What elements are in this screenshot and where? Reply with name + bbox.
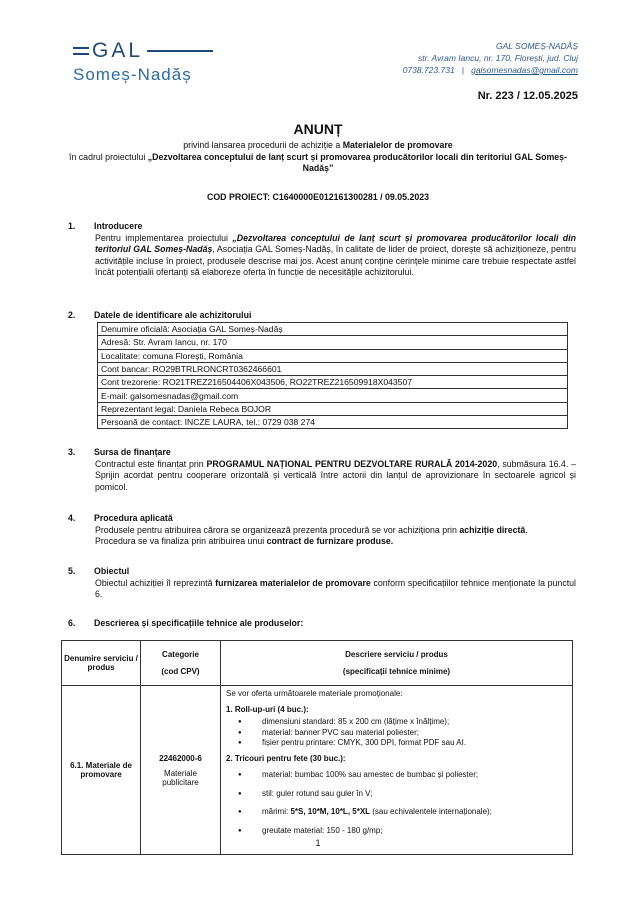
logo-line [147, 50, 213, 52]
header-category: Categorie (cod CPV) [141, 641, 221, 686]
product-description: Se vor oferta următoarele materiale promoționale: 1. Roll-up-uri (4 buc.): ● dimensiuni standard: 85 x 200 cm (lățime x înălțime); ● material: banner PVC sau material poliester; ● fișier pentru printare: CMYK, 300 DPI, format PDF sau AI. 2. Tricouri pentru fete (30 buc.): ● material: bumbac 100% sau amestec de bumbac și poliester; ● stil: guler rotund sau guler în V; ● mărimi: 5*S, 10*M, 10*L, 5*XL (sau echivalentele internaționale); ● greutate material: 150 - 180 g/mp; [221, 686, 573, 855]
section-title: Introducere [94, 221, 143, 231]
org-email-link[interactable]: galsomesnadas@gmail.com [471, 65, 578, 75]
subtitle-bold: Materialelor de promovare [342, 140, 453, 150]
section-body: Contractul este finanțat prin PROGRAMUL NAȚIONAL PENTRU DEZVOLTARE RURALĂ 2014-2020, submăsura 16.4. – Sprijin acordat pentru cooperare orizontală și verticală între actorii din lanțul de aprovizionare în sectoarele agricol și pomicol. [95, 458, 576, 492]
logo-subtitle: Someș-Nadăș [73, 65, 192, 84]
contact-separator: | [461, 65, 464, 75]
section-procedure [68, 513, 576, 548]
project-name: „Dezvoltarea conceptului de lanț scurt și promovarea producătorilor locali din teritoriul GAL Someș-Nadăș” [147, 151, 567, 173]
section-number: 6. [68, 618, 76, 628]
section-introduction [68, 221, 576, 279]
gal-logo [73, 40, 233, 88]
section-buyer-data [68, 310, 576, 322]
subtitle-text: privind lansarea procedurii de achiziție a [183, 140, 343, 150]
announcement-subtitle [60, 140, 576, 175]
section-number: 2. [68, 310, 76, 320]
section-number: 1. [68, 221, 76, 231]
header-description: Descriere serviciu / produs (specificații tehnice minime) [221, 641, 573, 686]
list-item: ● material: banner PVC sau material poliester; [226, 728, 567, 739]
cpv-code: 22462000-6 [159, 753, 202, 763]
section-number: 5. [68, 566, 76, 576]
org-phone: 0738.723.731 [402, 65, 455, 75]
rollup-spec-list [226, 717, 567, 749]
document-number: Nr. 223 / 12.05.2025 [477, 90, 578, 102]
logo-text: GAL [92, 39, 144, 62]
subtitle-text: în cadrul proiectului [69, 151, 148, 162]
buyer-data-table [97, 322, 568, 429]
section-number: 4. [68, 513, 76, 523]
section-title: Obiectul [94, 566, 130, 576]
section-body: Obiectul achiziției îl reprezintă furnizarea materialelor de promovare conform specificațiilor tehnice menționate la punctul 6. [95, 577, 577, 599]
page-number: 1 [315, 838, 321, 848]
section-body: Pentru implementarea proiectului „Dezvoltarea conceptului de lanț scurt și promovarea producătorilor locali din teritoriul GAL Someș-Nadăș, Asociația GAL Someș-Nadăș, în calitate de lider de proiect, dorește să achiziționeze, pentru activitățile incluse în proiect, produsele descrise mai jos. Acest anunț conține cerințele minime care trebuie respectate astfel încât potențialii ofertanți să elaboreze oferta în funcție de necesitățile achizitorului. [95, 232, 576, 277]
header-product-name: Denumire serviciu / produs [62, 641, 141, 686]
table-header-row [62, 641, 573, 686]
table-row: E-mail: galsomesnadas@gmail.com [98, 389, 568, 402]
product-category [141, 686, 221, 855]
product-name: 6.1. Materiale de promovare [62, 686, 141, 855]
logo-bars-icon [73, 45, 89, 57]
list-item: ● fișier pentru printare: CMYK, 300 DPI, format PDF sau AI. [226, 738, 567, 749]
section-body: Produsele pentru atribuirea cărora se organizează prezenta procedură se vor achiziționa prin achiziție directă. Procedura se va finaliza prin atribuirea unui contract de furnizare produse. [95, 524, 528, 546]
list-item: ● greutate material: 150 - 180 g/mp; [226, 826, 567, 837]
section-specifications [68, 618, 576, 630]
product-table [61, 640, 573, 855]
category-name: Materiale publicitare [162, 768, 199, 787]
table-row: Localitate: comuna Florești, România [98, 349, 568, 362]
section-title: Procedura aplicată [94, 513, 173, 523]
section-funding [68, 447, 576, 493]
project-code: COD PROIECT: C1640000E012161300281 / 09.05.2023 [206, 192, 430, 202]
org-name: GAL SOMEȘ-NADĂȘ [495, 41, 578, 51]
table-row: Persoană de contact: INCZE LAURA, tel.: 0729 038 274 [98, 416, 568, 429]
list-item: ● material: bumbac 100% sau amestec de bumbac și poliester; [226, 770, 567, 781]
announcement-title: ANUNȚ [293, 121, 343, 137]
section-title: Datele de identificare ale achizitorului [94, 310, 252, 320]
header-contact [403, 40, 578, 76]
section-number: 3. [68, 447, 76, 457]
org-address: str. Avram Iancu, nr. 170, Florești, jud. Cluj [418, 53, 578, 63]
table-row: Cont trezorerie: RO21TREZ216504406X043506, RO22TREZ216509918X043507 [98, 376, 568, 389]
table-row [62, 686, 573, 855]
section-object [68, 566, 576, 601]
table-row: Cont bancar: RO29BTRLRONCRT0362466601 [98, 362, 568, 375]
section-title: Descrierea și specificațiile tehnice ale produselor: [94, 618, 304, 628]
list-item: ● dimensiuni standard: 85 x 200 cm (lățime x înălțime); [226, 717, 567, 728]
tshirt-spec-list [226, 770, 567, 836]
section-title: Sursa de finanțare [94, 447, 171, 457]
list-item: ● mărimi: 5*S, 10*M, 10*L, 5*XL (sau echivalentele internaționale); [226, 807, 567, 818]
table-row: Denumire oficială: Asociația GAL Someș-Nadăș [98, 323, 568, 336]
table-row: Adresă: Str. Avram Iancu, nr. 170 [98, 336, 568, 349]
list-item: ● stil: guler rotund sau guler în V; [226, 789, 567, 800]
table-row: Reprezentant legal: Daniela Rebeca BOJOR [98, 402, 568, 415]
